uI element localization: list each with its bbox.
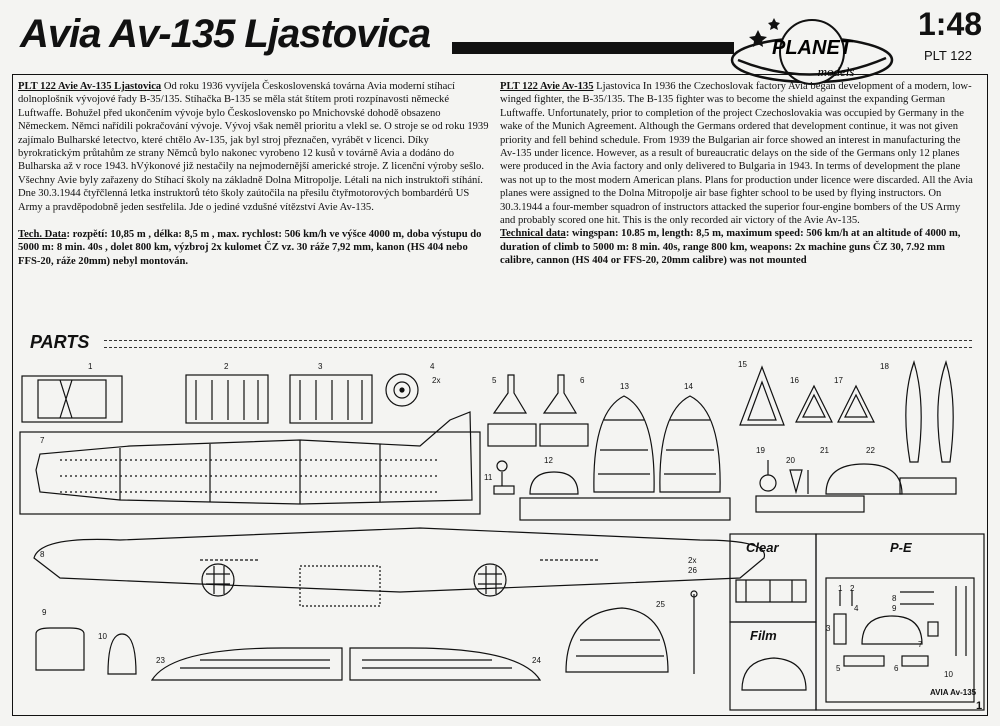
page-number: 1 xyxy=(976,700,983,712)
part-label-20: 20 xyxy=(786,456,795,465)
part-label-14: 14 xyxy=(684,382,693,391)
product-code: PLT 122 xyxy=(924,48,972,63)
part-11 xyxy=(494,461,514,494)
pe-plate-text: AVIA Av-135 xyxy=(930,688,977,697)
part-label-7: 7 xyxy=(40,436,45,445)
pe-label-3: 3 xyxy=(826,624,831,633)
part-6 xyxy=(540,375,588,446)
part-label-6: 6 xyxy=(580,376,585,385)
pe-label-5: 5 xyxy=(836,664,841,673)
english-tech-lead: Technical data xyxy=(500,228,566,240)
part-19 xyxy=(760,460,776,491)
part-label-21: 21 xyxy=(820,446,829,455)
qty-label-4: 2x xyxy=(432,376,441,385)
part-17 xyxy=(838,386,874,422)
part-label-18: 18 xyxy=(880,362,889,371)
part-9 xyxy=(36,628,84,670)
part-label-19: 19 xyxy=(756,446,765,455)
part-label-4: 4 xyxy=(430,362,435,371)
parts-heading: PARTS xyxy=(30,332,90,352)
brand-models: models xyxy=(817,64,855,79)
part-24 xyxy=(350,648,540,680)
part-label-24: 24 xyxy=(532,656,541,665)
part-3 xyxy=(290,375,372,423)
pe-label-7: 7 xyxy=(918,640,923,649)
photo-etch-box xyxy=(816,534,984,710)
film-label: Film xyxy=(750,628,777,643)
english-tech-body: : wingspan: 10.85 m, length: 8,5 m, maximum speed: 506 km/h at an altitude of 4000 m, duration of climb to 5000 m: 8 min. 40s, range 800 km, weapons: 2x machine guns ČZ 30, 7.92 mm calibre, cannon (HS 404 or FFS-20, 20mm calibre) was not mounted xyxy=(500,228,961,267)
clear-canopy xyxy=(736,580,806,602)
english-body: Ljastovica In 1936 the Czechoslovak factory Avia began development of a modern, low-winged fighter, the B-35/135. The B-135 fighter was to become the shield against the expanding German Luftwaffe. Unfortunately, prior to completion of the project Czechoslovakia was occupied by Germany in the wake of the Munich Agreement. Although the Germans ordered that development continue, it was not given priority and fell behind schedule. From 1939 the Bulgarian air force showed an interest in manufacturing the Av-135 under licence. However, as a result of bureaucratic delays on the side of the Germans only 12 planes were produced in the Avia factory and only delivered to Bulgaria in 1943. In terms of development the plane was not up to the most modern American plans. Plans for production under licence were discarded. All the Avia planes were assigned to the Dolna Mitropolje air base fighter school to be used by flying instructors. On 30.3.1944 a four-member squadron of instructors attacked the superior four-engine bombers of the US Army and probably scored one hit. This is the only recorded air victory of the Avie Av-135. xyxy=(500,81,973,227)
part-label-13: 13 xyxy=(620,382,629,391)
part-20 xyxy=(790,470,802,492)
part-8-wing xyxy=(34,528,764,606)
sprue-frame xyxy=(756,496,864,512)
brand-planet: PLANET xyxy=(772,37,852,59)
czech-lead: PLT 122 Avie Av-135 Ljastovica xyxy=(18,81,162,92)
part-label-3: 3 xyxy=(318,362,323,371)
part-label-22: 22 xyxy=(866,446,875,455)
pe-label-4: 4 xyxy=(854,604,859,613)
part-26 xyxy=(691,591,697,674)
part-23 xyxy=(152,648,342,680)
scale-label: 1:48 xyxy=(918,6,983,42)
qty-label-26: 2x xyxy=(688,556,697,565)
pe-label: P-E xyxy=(890,540,912,555)
part-15 xyxy=(740,367,784,425)
part-18-propeller xyxy=(900,362,956,494)
part-label-9: 9 xyxy=(42,608,47,617)
pe-label-8: 8 xyxy=(892,594,897,603)
part-25 xyxy=(566,608,668,672)
part-7-fuselage xyxy=(20,412,480,514)
english-lead: PLT 122 Avie Av-135 xyxy=(500,81,594,92)
part-label-17: 17 xyxy=(834,376,843,385)
page-title: Avia Av-135 Ljastovica xyxy=(20,12,431,56)
part-label-8: 8 xyxy=(40,550,45,559)
part-label-16: 16 xyxy=(790,376,799,385)
part-label-15: 15 xyxy=(738,360,747,369)
part-16 xyxy=(796,386,832,422)
pe-fret xyxy=(826,578,977,702)
part-4 xyxy=(386,374,418,406)
part-label-25: 25 xyxy=(656,600,665,609)
part-1 xyxy=(22,376,122,422)
part-label-26: 26 xyxy=(688,566,697,575)
czech-tech-lead: Tech. Data xyxy=(18,229,67,241)
part-label-1: 1 xyxy=(88,362,93,371)
part-label-2: 2 xyxy=(224,362,229,371)
part-22 xyxy=(826,464,902,494)
czech-body: Od roku 1936 vyvíjela Československá továrna Avia moderní stíhací dolnoplošník vývojové řady B-35/135. Stíhačka B-135 se měla stát štítem proti rozpínavosti německé Luftwaffe. Bohužel před ukončením vývoje bylo Československo po Mnichovské dohodě obsazeno Německem. Němci nařídili pokračování vývoje. Vývoj však neměl prioritu a vlekl se. O stroje se od roku 1939 zajímalo Bulharské letectvo, které chtělo Av-135, jak byl stroj přeznačen, vyrábět v licenci. Díky byrokratickým průtahům ze strany Němců bylo nakonec vyrobeno 12 kusů v továrně Avia a dodáno do Bulharska až v roce 1943. hVýkonové již nestačily na nejmodernější americké stroje. Z licenční výroby sešlo. Všechny Avie byly zařazeny do Stíhací školy na základně Dolna Mitropolje. Létali na nich instruktoři stíhání. Dne 30.3.1944 čtyřčlenná letka instruktorů této školy zaútočila na přesilu čtyřmotorových bombardérů US Army a pravděpodobně jeden sestřelila. Jde o jediné vzdušné vítězství Avie Av-135. xyxy=(18,81,489,213)
pe-label-2: 2 xyxy=(850,584,855,593)
part-14 xyxy=(660,396,720,492)
part-label-10: 10 xyxy=(98,632,107,641)
pe-label-6: 6 xyxy=(894,664,899,673)
pe-label-9: 9 xyxy=(892,604,897,613)
clear-label: Clear xyxy=(746,540,779,555)
part-10 xyxy=(108,634,136,674)
film-instrument-panel xyxy=(742,658,806,690)
part-label-12: 12 xyxy=(544,456,553,465)
czech-tech-body: : rozpětí: 10,85 m , délka: 8,5 m , max. rychlost: 506 km/h ve výšce 4000 m, doba výstupu do 5000 m: 8 min. 40s , dolet 800 km, výzbroj 2x kulomet ČZ vz. 30 ráže 7,92 mm, kanon (HS 404 nebo FFS-20, ráže 20mm) nebyl montován. xyxy=(18,229,482,267)
part-label-5: 5 xyxy=(492,376,497,385)
part-5 xyxy=(488,375,536,446)
part-12 xyxy=(520,472,730,520)
part-2 xyxy=(186,375,268,423)
pe-label-10: 10 xyxy=(944,670,953,679)
part-label-11: 11 xyxy=(484,473,493,482)
part-13 xyxy=(594,396,654,492)
part-label-23: 23 xyxy=(156,656,165,665)
pe-label-1: 1 xyxy=(838,584,843,593)
